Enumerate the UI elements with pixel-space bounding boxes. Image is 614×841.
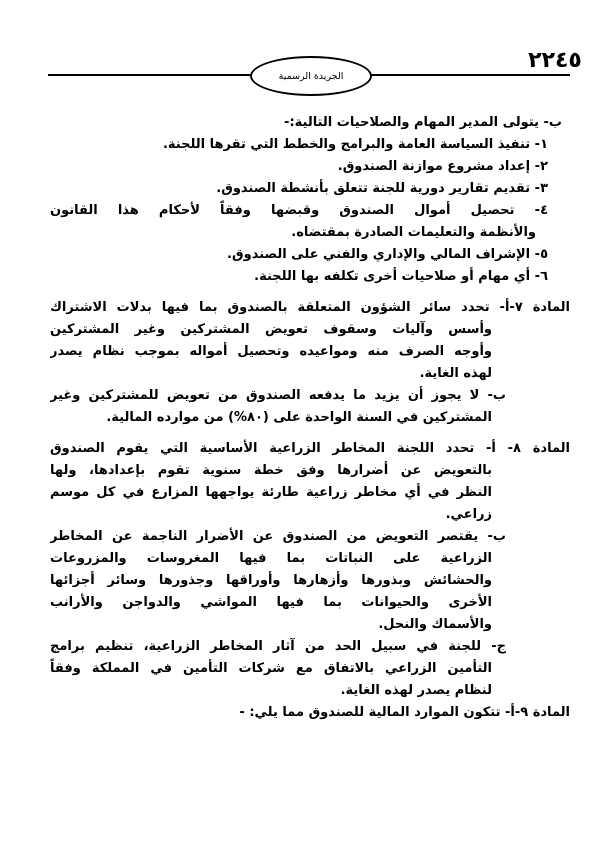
article-7-line: وأوجه الصرف منه ومواعيده وتحصيل أمواله بموجب نظام يصدر: [50, 344, 492, 359]
article-8-line: ب- يقتصر التعويض من الصندوق عن الأضرار الناجمة عن المخاطر: [50, 529, 506, 544]
article-8-line: النظر في أي مخاطر زراعية طارئة يواجهها المزارع في كل موسم: [50, 485, 492, 500]
newspaper-name: الجريدة الرسمية: [278, 70, 344, 82]
page-number: ٢٢٤٥: [528, 48, 582, 73]
article-8-line: الأخرى والحيوانات بما فيها المواشي والدواجن والأرانب: [50, 595, 492, 610]
article-8-line: ج- للجنة في سبيل الحد من آثار المخاطر الزراعية، تنظيم برامج: [50, 639, 506, 654]
article-7-line: المشتركين في السنة الواحدة على (٨٠%) من موارده المالية.: [106, 410, 492, 425]
article-8-line: والأسماك والنحل.: [378, 617, 492, 632]
article-8-line: بالتعويض عن أضرارها وفق خطة سنوية تقوم بإعدادها، ولها: [50, 463, 492, 478]
article-8-line: الزراعية على النباتات بما فيها المغروسات والمزروعات: [50, 551, 492, 566]
article-7-line: المادة ٧-أ- تحدد سائر الشؤون المتعلقة بالصندوق بما فيها بدلات الاشتراك: [50, 300, 570, 315]
article-9-line: المادة ٩-أ- تتكون الموارد المالية للصندوق مما يلي: -: [239, 705, 570, 720]
section-b-title: ب- يتولى المدير المهام والصلاحيات التالية:-: [284, 115, 562, 130]
section-b-item: ٤- تحصيل أموال الصندوق وقبضها وفقاً لأحكام هذا القانون: [50, 203, 548, 218]
article-8-line: المادة ٨- أ- تحدد اللجنة المخاطر الزراعية الأساسية التي يقوم الصندوق: [50, 441, 570, 456]
article-8-line: زراعي.: [445, 507, 492, 522]
section-b-item: ١- تنفيذ السياسة العامة والبرامج والخطط التي تقرها اللجنة.: [162, 137, 548, 152]
article-7-line: ب- لا يجوز أن يزيد ما يدفعه الصندوق من تعويض للمشتركين وغير: [50, 388, 506, 403]
section-b-item: ٥- الإشراف المالي والإداري والفني على الصندوق.: [227, 247, 548, 262]
section-b-item: ٢- إعداد مشروع موازنة الصندوق.: [337, 159, 548, 174]
newspaper-name-oval: [250, 56, 372, 96]
article-7-line: وأسس وآليات وسقوف تعويض المشتركين وغير المشتركين: [50, 322, 492, 337]
article-8-line: التأمين الزراعي بالاتفاق مع شركات التأمين في المملكة وفقاً: [50, 661, 492, 676]
article-8-line: لنظام يصدر لهذه الغاية.: [340, 683, 492, 698]
document-body: [50, 112, 570, 724]
section-b-item: ٦- أي مهام أو صلاحيات أخرى تكلفه بها اللجنة.: [254, 269, 548, 284]
section-b-item-continuation: والأنظمة والتعليمات الصادرة بمقتضاه.: [291, 225, 536, 240]
article-7-line: لهذه الغاية.: [419, 366, 492, 381]
article-8-line: والحشائش وبذورها وأزهارها وأوراقها وجذورها وسائر أجزائها: [50, 573, 492, 588]
section-b-item: ٣- تقديم تقارير دورية للجنة تتعلق بأنشطة الصندوق.: [216, 181, 548, 196]
